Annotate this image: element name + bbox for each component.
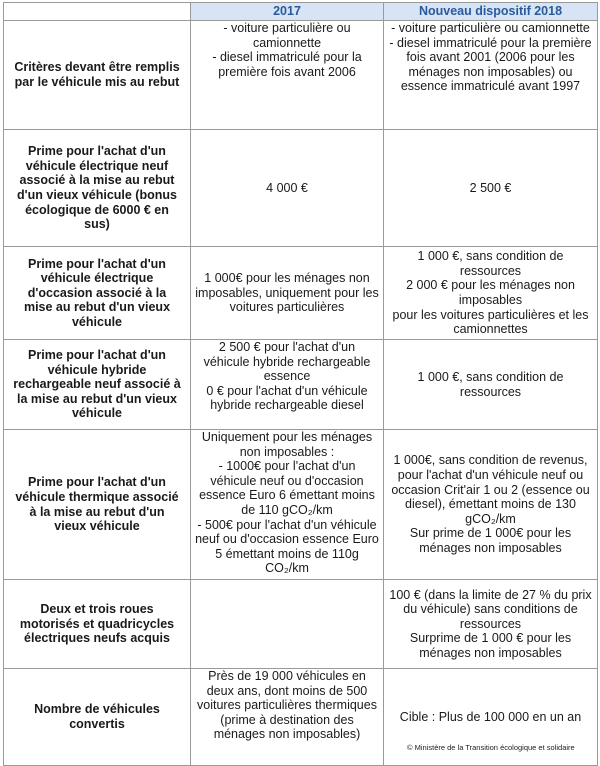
cell-line: 2 500 € [469, 180, 512, 195]
header-2018: Nouveau dispositif 2018 [384, 3, 598, 21]
value-2018-cell [384, 340, 598, 430]
cell-line: pour l'achat d'un véhicule neuf ou occasion Crit'air 1 ou 2 (essence ou diesel), émettant moins de 130 gCO₂/km [391, 468, 590, 526]
criterion-cell: Prime pour l'achat d'un véhicule thermique associé à la mise au rebut d'un vieux véhicule [4, 430, 191, 580]
cell-line: 0 € pour l'achat d'un véhicule hybride rechargeable diesel [206, 383, 368, 413]
table-body [4, 21, 598, 766]
cell-line: 1 000€ pour les ménages non imposables, uniquement pour les voitures particulières [195, 271, 379, 315]
value-2017-cell [191, 669, 384, 766]
value-2017-cell [191, 21, 384, 130]
header-2017: 2017 [191, 3, 384, 21]
table-row [4, 430, 598, 580]
cell-line: 100 € (dans la limite de 27 % du prix du véhicule) sans conditions de ressources [389, 587, 592, 631]
value-2018-cell [384, 21, 598, 130]
criterion-cell: Nombre de véhicules convertis [4, 669, 191, 766]
cell-line: - voiture particulière ou camionnette [223, 21, 351, 50]
cell-line: - 500€ pour l'achat d'un véhicule neuf ou d'occasion essence Euro 5 émettant moins de 110g CO₂/km [195, 517, 379, 576]
criterion-cell: Critères devant être remplis par le véhicule mis au rebut [4, 21, 191, 130]
table-row [4, 130, 598, 247]
cell-line: Près de 19 000 véhicules en deux ans, dont moins de 500 voitures particulières thermiques (prime à destination des ménages non imposables) [197, 669, 377, 742]
value-2017-cell [191, 430, 384, 580]
cell-line: - voiture particulière ou camionnette [391, 21, 590, 35]
cell-line: Surprime de 1 000 € pour les ménages non imposables [409, 631, 572, 660]
criterion-cell: Prime pour l'achat d'un véhicule hybride rechargeable neuf associé à la mise au rebut d'un vieux véhicule [4, 340, 191, 430]
header-row [4, 3, 598, 21]
value-2017-cell [191, 130, 384, 247]
cell-line: 2 500 € pour l'achat d'un véhicule hybride rechargeable essence [203, 340, 371, 384]
cell-line: Sur prime de 1 000€ pour les ménages non imposables [409, 526, 572, 555]
comparison-table [3, 2, 598, 766]
cell-line: - diesel immatriculé pour la première fois avant 2001 (2006 pour les ménages non imposables) ou essence immatriculé avant 1997 [389, 35, 592, 94]
cell-line: 2 000 € pour les ménages non imposables [406, 278, 575, 307]
criterion-cell: Prime pour l'achat d'un véhicule électrique d'occasion associé à la mise au rebut d'un vieux véhicule [4, 247, 191, 340]
criterion-cell: Prime pour l'achat d'un véhicule électrique neuf associé à la mise au rebut d'un vieux véhicule (bonus écologique de 6000 € en sus) [4, 130, 191, 247]
cell-line: pour les voitures particulières et les camionnettes [392, 307, 589, 337]
cell-line: - diesel immatriculé pour la première fois avant 2006 [212, 50, 362, 79]
table-row [4, 247, 598, 340]
cell-line: - 1000€ pour l'achat d'un véhicule neuf ou d'occasion essence Euro 6 émettant moins de 110 gCO₂/km [199, 459, 375, 517]
cell-line: Uniquement pour les ménages non imposables : [201, 430, 373, 459]
cell-line: Cible : Plus de 100 000 en un an [399, 709, 582, 724]
value-2018-cell [384, 580, 598, 669]
cell-line: 1 000 €, sans condition de ressources [417, 249, 564, 278]
table-row [4, 340, 598, 430]
cell-line: 1 000€, sans condition de revenus, [393, 453, 588, 468]
value-2018-cell [384, 130, 598, 247]
table-row [4, 580, 598, 669]
header-corner-cell [4, 3, 191, 21]
value-2017-cell [191, 247, 384, 340]
cell-line: 1 000 €, sans condition de ressources [417, 369, 564, 399]
copyright-credit: © Ministère de la Transition écologique et solidaire [407, 743, 575, 752]
value-2017-cell [191, 580, 384, 669]
value-2018-cell [384, 247, 598, 340]
cell-line: 4 000 € [266, 180, 308, 195]
value-2017-cell [191, 340, 384, 430]
value-2018-cell [384, 430, 598, 580]
table-row [4, 21, 598, 130]
criterion-cell: Deux et trois roues motorisés et quadricycles électriques neufs acquis [4, 580, 191, 669]
